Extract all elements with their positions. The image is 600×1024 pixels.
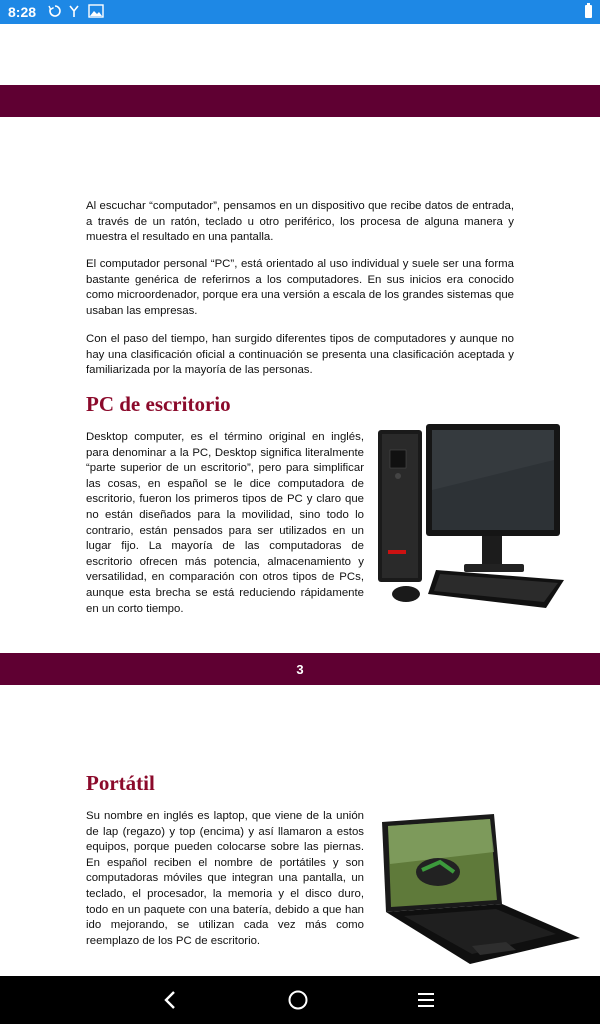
image-icon (88, 4, 104, 21)
signal-off-icon (68, 4, 80, 21)
page-number: 3 (296, 662, 304, 677)
laptop-image (376, 812, 586, 970)
status-bar (0, 0, 600, 24)
navigation-bar (0, 976, 600, 1024)
header-band (0, 85, 600, 117)
laptop-paragraph: Su nombre en inglés es laptop, que viene de la unión de lap (regazo) y top (encima) y así llamaron a estos equipos, porque pueden colocarse sobre las piernas. En español reciben el nombre de portátiles y son computadoras móviles que integran una pantalla, un teclado, el procesador, la memoria y el disco duro, todo en un paquete con una batería, debido a que han ido mejorando, se utilizan cada vez más como reemplazo de los PC de escritorio. (86, 810, 364, 947)
desktop-paragraph: Desktop computer, es el término original en inglés, para denominar a la PC, Desktop significa literalmente “parte superior de un escritorio”, pero para simplificar las cosas, en español se le dice computadora de escritorio, fueron los primeros tipos de PC y claro que no están diseñados para la movilidad, sino todo lo contrario, están pensados para ser utilizados en un lugar fijo. La mayoría de las computadoras de escritorio ofrecen más potencia, almacenamiento y versatilidad, en comparación con otros tipos de PCs, aunque esta brecha se está reduciendo rápidamente en un corto tiempo. (86, 431, 364, 615)
section-heading-desktop: PC de escritorio (86, 392, 231, 416)
menu-icon[interactable] (410, 986, 442, 1014)
intro-paragraph-2: El computador personal “PC”, está orientado al uso individual y suele ser una forma bastante genérica de referirnos a los computadores. En sus inicios era conocido como microordenador, porque era una versión a escala de los grandes sistemas que usaban las empresas. (86, 258, 514, 317)
intro-paragraph-3: Con el paso del tiempo, han surgido diferentes tipos de computadores y aunque no hay una clasificación oficial a continuación se presenta una clasificación aceptada y familiarizada por la mayoría de las personas. (86, 333, 514, 377)
battery-icon (585, 5, 592, 18)
intro-paragraph-1: Al escuchar “computador”, pensamos en un dispositivo que recibe datos de entrada, a través de un ratón, teclado u otro periférico, los procesa de alguna manera y muestra el resultado en una pantalla. (86, 200, 514, 244)
section-heading-laptop: Portátil (86, 771, 155, 795)
sync-icon (48, 4, 62, 21)
status-time: 8:28 (8, 4, 37, 20)
home-icon[interactable] (282, 986, 314, 1014)
desktop-computer-image (376, 420, 566, 610)
back-icon[interactable] (154, 986, 186, 1014)
